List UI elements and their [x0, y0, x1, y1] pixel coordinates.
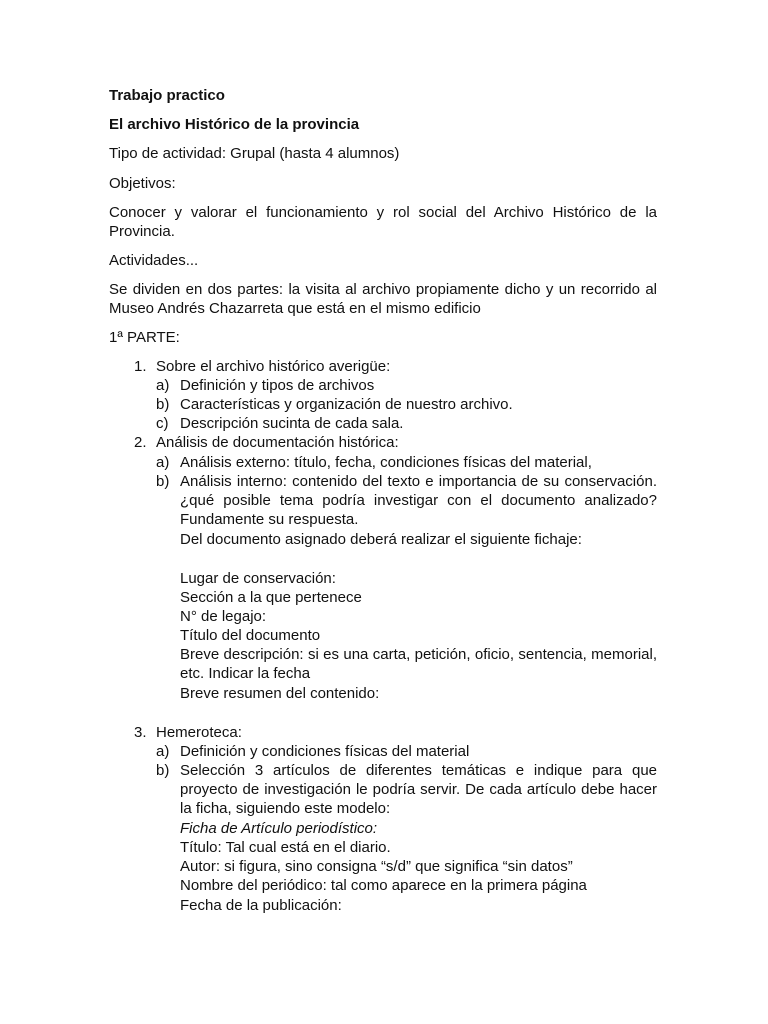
activity-type: Tipo de actividad: Grupal (hasta 4 alumnos) — [109, 145, 400, 162]
activities-text: Se dividen en dos partes: la visita al archivo propiamente dicho y un recorrido al Museo Andrés Chazarreta que está en el mismo edificio — [109, 281, 657, 317]
ficha-line: Autor: si figura, sino consigna “s/d” que significa “sin datos” — [180, 858, 573, 875]
sub-letter: c) — [156, 415, 169, 432]
fichaje-line: Sección a la que pertenece — [180, 589, 362, 606]
item-number: 1. — [134, 358, 147, 375]
ficha-line: Título: Tal cual está en el diario. — [180, 839, 391, 856]
objectives-text: Conocer y valorar el funcionamiento y rol social del Archivo Histórico de la Provincia. — [109, 204, 657, 240]
fichaje-line: N° de legajo: — [180, 608, 267, 625]
sub-text: Definición y tipos de archivos — [180, 377, 375, 394]
sub-letter: b) — [156, 473, 170, 490]
doc-title: Trabajo practico — [109, 87, 225, 104]
item-text: Análisis de documentación histórica: — [156, 434, 399, 451]
sub-letter: a) — [156, 454, 170, 471]
sub-text: Descripción sucinta de cada sala. — [180, 415, 404, 432]
breve-resumen: Breve resumen del contenido: — [180, 685, 380, 702]
sub-text: Análisis externo: título, fecha, condiciones físicas del material, — [180, 454, 592, 471]
sub-text: Definición y condiciones físicas del material — [180, 743, 470, 760]
sub-letter: b) — [156, 762, 170, 779]
item-text: Sobre el archivo histórico averigüe: — [156, 358, 391, 375]
ficha-line: Nombre del periódico: tal como aparece en la primera página — [180, 877, 587, 894]
sub-letter: a) — [156, 377, 170, 394]
ficha-title: Ficha de Artículo periodístico: — [180, 820, 378, 837]
item-text: Hemeroteca: — [156, 724, 242, 741]
fichaje-intro: Del documento asignado deberá realizar el siguiente fichaje: — [180, 531, 582, 548]
sub-text: Características y organización de nuestro archivo. — [180, 396, 513, 413]
breve-descripcion: Breve descripción: si es una carta, petición, oficio, sentencia, memorial, etc. Indicar la fecha — [180, 646, 657, 682]
ficha-line: Fecha de la publicación: — [180, 897, 342, 914]
sub-letter: b) — [156, 396, 170, 413]
sub-text: Selección 3 artículos de diferentes temáticas e indique para que proyecto de investigación le podría servir. De cada artículo debe hacer la ficha, siguiendo este modelo: — [180, 762, 657, 817]
item-number: 3. — [134, 724, 147, 741]
item-number: 2. — [134, 434, 147, 451]
fichaje-line: Lugar de conservación: — [180, 570, 336, 587]
doc-subtitle: El archivo Histórico de la provincia — [109, 116, 360, 133]
objectives-heading: Objetivos: — [109, 175, 176, 192]
sub-text: Análisis interno: contenido del texto e importancia de su conservación. ¿qué posible tema podría investigar con el documento analizado? Fundamente su respuesta. — [180, 473, 657, 528]
part1-heading: 1ª PARTE: — [109, 329, 180, 346]
activities-heading: Actividades... — [109, 252, 199, 269]
fichaje-line: Título del documento — [180, 627, 321, 644]
sub-letter: a) — [156, 743, 170, 760]
